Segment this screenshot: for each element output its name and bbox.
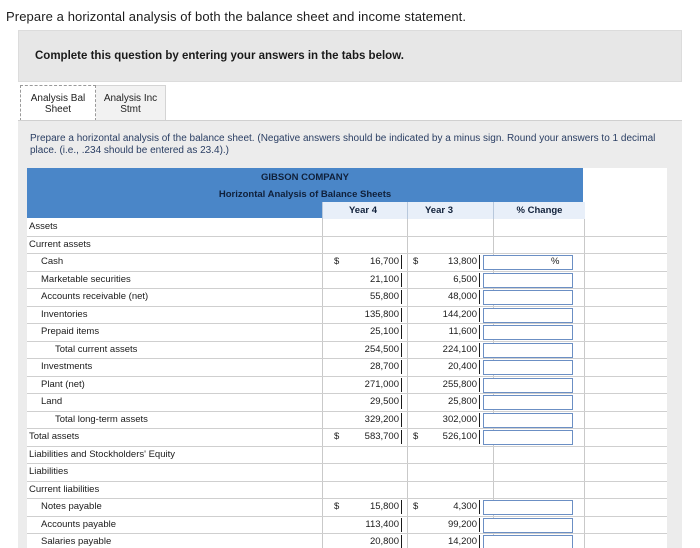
cell-marker bbox=[479, 395, 480, 409]
year3-value: 25,800 bbox=[447, 396, 477, 407]
row-label: Total assets bbox=[29, 431, 80, 442]
table-row bbox=[27, 272, 667, 290]
tab-analysis-balance-sheet[interactable] bbox=[20, 85, 96, 121]
percent-change-input[interactable] bbox=[483, 343, 573, 358]
tab-label-line2: Sheet bbox=[44, 104, 72, 115]
column-header-year4: Year 4 bbox=[349, 205, 377, 216]
table-row bbox=[27, 377, 667, 395]
currency-symbol: $ bbox=[413, 431, 419, 442]
cell-marker bbox=[479, 290, 480, 304]
percent-change-input[interactable] bbox=[483, 308, 573, 323]
row-label: Total current assets bbox=[55, 343, 138, 355]
tab-label-line1: Analysis Inc bbox=[103, 93, 158, 104]
year3-value: 224,100 bbox=[442, 343, 477, 355]
cell-marker bbox=[401, 500, 402, 514]
cell-marker bbox=[479, 518, 480, 532]
percent-change-input[interactable] bbox=[483, 535, 573, 548]
row-label: Plant (net) bbox=[41, 378, 85, 390]
year4-value: 329,200 bbox=[364, 413, 399, 425]
year3-value: 14,200 bbox=[447, 536, 477, 547]
currency-symbol: $ bbox=[413, 501, 419, 512]
cell-marker bbox=[401, 395, 402, 409]
company-name: GIBSON COMPANY bbox=[261, 172, 349, 183]
cell-marker bbox=[479, 255, 480, 269]
row-label: Land bbox=[41, 396, 63, 407]
row-label: Cash bbox=[41, 256, 64, 267]
cell-marker bbox=[479, 343, 480, 357]
year3-value: 13,800 bbox=[447, 256, 477, 267]
year3-value: 11,600 bbox=[448, 326, 477, 337]
percent-change-input[interactable] bbox=[483, 360, 573, 375]
currency-symbol: $ bbox=[334, 256, 340, 267]
banner-text: Complete this question by entering your answers in the tabs below. bbox=[35, 50, 404, 62]
cell-marker bbox=[401, 255, 402, 269]
cell-marker bbox=[479, 500, 480, 514]
row-label: Accounts payable bbox=[41, 518, 116, 530]
row-label: Liabilities and Stockholders' Equity bbox=[29, 448, 175, 460]
percent-change-input[interactable] bbox=[483, 378, 573, 393]
year3-value: 99,200 bbox=[447, 518, 477, 530]
table-row bbox=[27, 394, 667, 412]
row-label: Salaries payable bbox=[41, 536, 112, 547]
percent-change-input[interactable] bbox=[483, 500, 573, 515]
table-row bbox=[27, 412, 667, 430]
row-label: Notes payable bbox=[41, 501, 102, 512]
table-row bbox=[27, 447, 667, 465]
percent-sign: % bbox=[551, 256, 560, 267]
percent-change-input[interactable] bbox=[483, 255, 573, 270]
table-row bbox=[27, 342, 667, 360]
year3-value: 144,200 bbox=[442, 308, 477, 320]
percent-change-input[interactable] bbox=[483, 413, 573, 428]
year4-value: 28,700 bbox=[369, 361, 399, 372]
table-row bbox=[27, 534, 667, 548]
row-label: Marketable securities bbox=[41, 273, 131, 285]
table-row bbox=[27, 359, 667, 377]
year3-value: 48,000 bbox=[447, 291, 477, 302]
cell-marker bbox=[401, 360, 402, 374]
year4-value: 55,800 bbox=[369, 291, 399, 302]
row-label: Total long-term assets bbox=[55, 413, 148, 425]
year4-value: 15,800 bbox=[369, 501, 399, 512]
table-row bbox=[27, 429, 667, 447]
table-row bbox=[27, 499, 667, 517]
table-row bbox=[27, 307, 667, 325]
tab-analysis-income-statement[interactable] bbox=[96, 85, 166, 121]
balance-sheet-table bbox=[27, 168, 667, 548]
percent-change-input[interactable] bbox=[483, 395, 573, 410]
cell-marker bbox=[401, 413, 402, 427]
cell-marker bbox=[401, 273, 402, 287]
cell-marker bbox=[479, 413, 480, 427]
cell-marker bbox=[401, 378, 402, 392]
year4-value: 254,500 bbox=[364, 343, 399, 355]
cell-marker bbox=[401, 535, 402, 548]
cell-marker bbox=[401, 308, 402, 322]
percent-change-input[interactable] bbox=[483, 430, 573, 445]
column-header-percent-change: % Change bbox=[493, 202, 585, 219]
currency-symbol: $ bbox=[334, 431, 340, 442]
table-row bbox=[27, 254, 667, 272]
year3-value: 20,400 bbox=[447, 361, 477, 372]
year4-value: 583,700 bbox=[364, 431, 399, 442]
cell-marker bbox=[479, 360, 480, 374]
year4-value: 20,800 bbox=[369, 536, 399, 547]
row-label: Inventories bbox=[41, 308, 88, 320]
year4-value: 21,100 bbox=[369, 273, 399, 285]
cell-marker bbox=[479, 308, 480, 322]
cell-marker bbox=[401, 518, 402, 532]
question-prompt: Prepare a horizontal analysis of both the balance sheet and income statement. bbox=[6, 9, 467, 24]
table-row bbox=[27, 219, 667, 237]
row-label: Current assets bbox=[29, 238, 91, 250]
cell-marker bbox=[479, 273, 480, 287]
currency-symbol: $ bbox=[413, 256, 419, 267]
table-row bbox=[27, 289, 667, 307]
tab-label-line2: Stmt bbox=[120, 104, 141, 115]
year4-value: 135,800 bbox=[364, 308, 399, 320]
percent-change-input[interactable] bbox=[483, 325, 573, 340]
cell-marker bbox=[479, 325, 480, 339]
year3-value: 255,800 bbox=[442, 378, 477, 390]
row-label: Investments bbox=[41, 361, 93, 372]
percent-change-input[interactable] bbox=[483, 290, 573, 305]
table-row bbox=[27, 464, 667, 482]
year4-value: 29,500 bbox=[369, 396, 399, 407]
percent-change-input[interactable] bbox=[483, 518, 573, 533]
row-label: Liabilities bbox=[29, 466, 69, 477]
year4-value: 113,400 bbox=[365, 518, 399, 530]
table-title: Horizontal Analysis of Balance Sheets bbox=[218, 189, 392, 200]
year3-value: 6,500 bbox=[453, 273, 477, 285]
row-label: Accounts receivable (net) bbox=[41, 291, 149, 302]
year4-value: 25,100 bbox=[369, 326, 399, 337]
row-label: Assets bbox=[29, 221, 58, 232]
column-header-year3: Year 3 bbox=[425, 205, 453, 216]
year3-value: 302,000 bbox=[442, 413, 477, 425]
cell-marker bbox=[401, 325, 402, 339]
table-row bbox=[27, 237, 667, 255]
table-row bbox=[27, 482, 667, 500]
instructions-banner bbox=[18, 30, 682, 82]
year3-value: 526,100 bbox=[442, 431, 477, 442]
panel-instructions: Prepare a horizontal analysis of the balance sheet. (Negative answers should be indicated by a minus sign. Round your answers to 1 decimal place. (i.e., .234 should be entered as 23.4).) bbox=[30, 133, 656, 156]
tab-label-line1: Analysis Bal bbox=[30, 93, 86, 104]
cell-marker bbox=[479, 535, 480, 548]
year4-value: 271,000 bbox=[364, 378, 399, 390]
cell-marker bbox=[401, 290, 402, 304]
table-row bbox=[27, 517, 667, 535]
currency-symbol: $ bbox=[334, 501, 340, 512]
tab-bar bbox=[20, 85, 166, 121]
table-row bbox=[27, 324, 667, 342]
year3-value: 4,300 bbox=[453, 501, 477, 512]
cell-marker bbox=[479, 378, 480, 392]
row-label: Current liabilities bbox=[29, 483, 100, 495]
percent-change-input[interactable] bbox=[483, 273, 573, 288]
cell-marker bbox=[401, 343, 402, 357]
cell-marker bbox=[401, 430, 402, 444]
cell-marker bbox=[479, 430, 480, 444]
row-label: Prepaid items bbox=[41, 326, 100, 337]
year4-value: 16,700 bbox=[369, 256, 399, 267]
